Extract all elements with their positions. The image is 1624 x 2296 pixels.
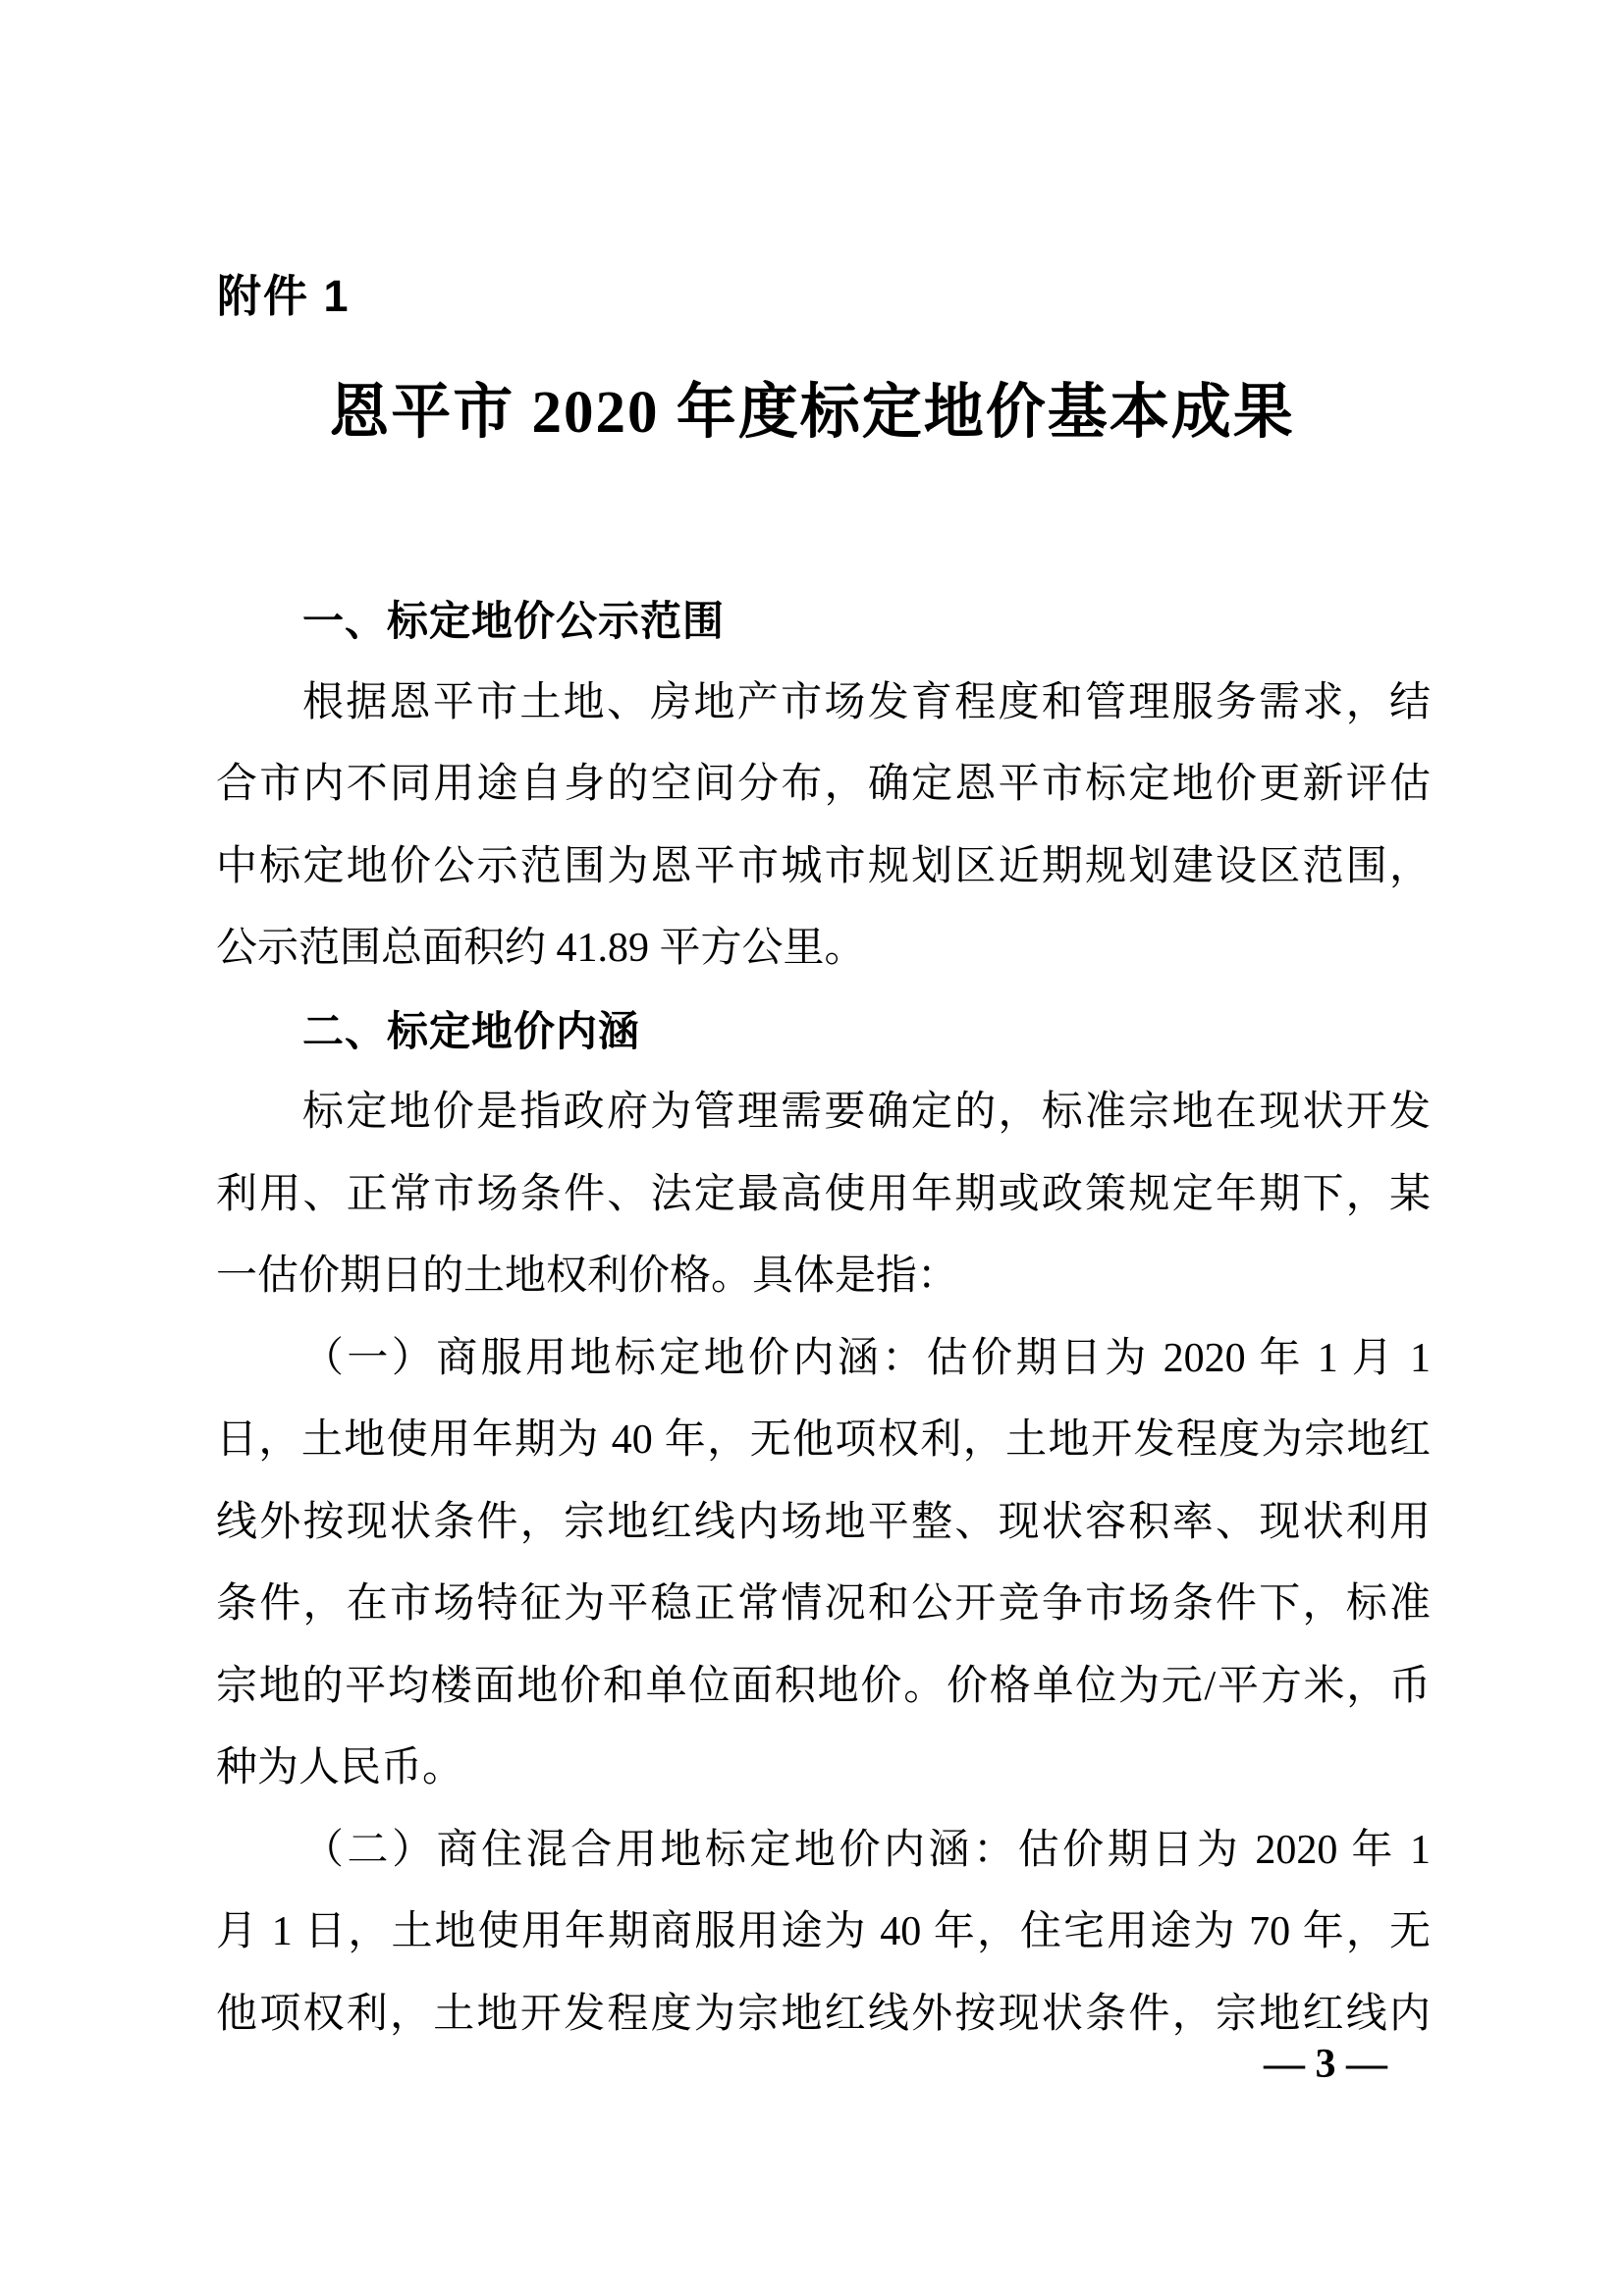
text-line: 根据恩平市土地、房地产市场发育程度和管理服务需求，结 [302,679,1431,725]
document-body [216,580,1431,2056]
text-line: （二）商住混合用地标定地价内涵：估价期日为 2020 年 1 [302,1827,1431,1873]
text-line: 合市内不同用途自身的空间分布，确定恩平市标定地价更新评估 [216,762,1431,807]
text-line: 线外按现状条件，宗地红线内场地平整、现状容积率、现状利用 [216,1499,1431,1545]
text-line: 一估价期日的土地权利价格。具体是指： [216,1254,959,1299]
section-1-heading: 一、标定地价公示范围 [302,598,726,644]
text-line: 种为人民币。 [216,1745,464,1790]
text-line: 日，土地使用年期为 40 年，无他项权利，土地开发程度为宗地红 [216,1417,1431,1463]
text-line: 宗地的平均楼面地价和单位面积地价。价格单位为元/平方米，币 [216,1663,1431,1709]
text-line: 中标定地价公示范围为恩平市城市规划区近期规划建设区范围， [216,843,1431,889]
attachment-label: 附件 1 [217,271,351,321]
text-line: 条件，在市场特征为平稳正常情况和公开竞争市场条件下，标准 [216,1581,1431,1627]
section-2-heading: 二、标定地价内涵 [302,1007,641,1054]
text-line: 他项权利，土地开发程度为宗地红线外按现状条件，宗地红线内 [216,1991,1431,2037]
text-line: （一）商服用地标定地价内涵：估价期日为 2020 年 1 月 1 [302,1335,1431,1381]
document-title: 恩平市 2020 年度标定地价基本成果 [329,380,1295,446]
text-line: 公示范围总面积约 41.89 平方公里。 [216,926,866,971]
text-line: 利用、正常市场条件、法定最高使用年期或政策规定年期下，某 [216,1171,1431,1217]
text-line: 月 1 日，土地使用年期商服用途为 40 年，住宅用途为 70 年，无 [216,1909,1431,1954]
text-line: 标定地价是指政府为管理需要确定的，标准宗地在现状开发 [302,1090,1431,1135]
page-number: — 3 — [1264,2042,1387,2087]
